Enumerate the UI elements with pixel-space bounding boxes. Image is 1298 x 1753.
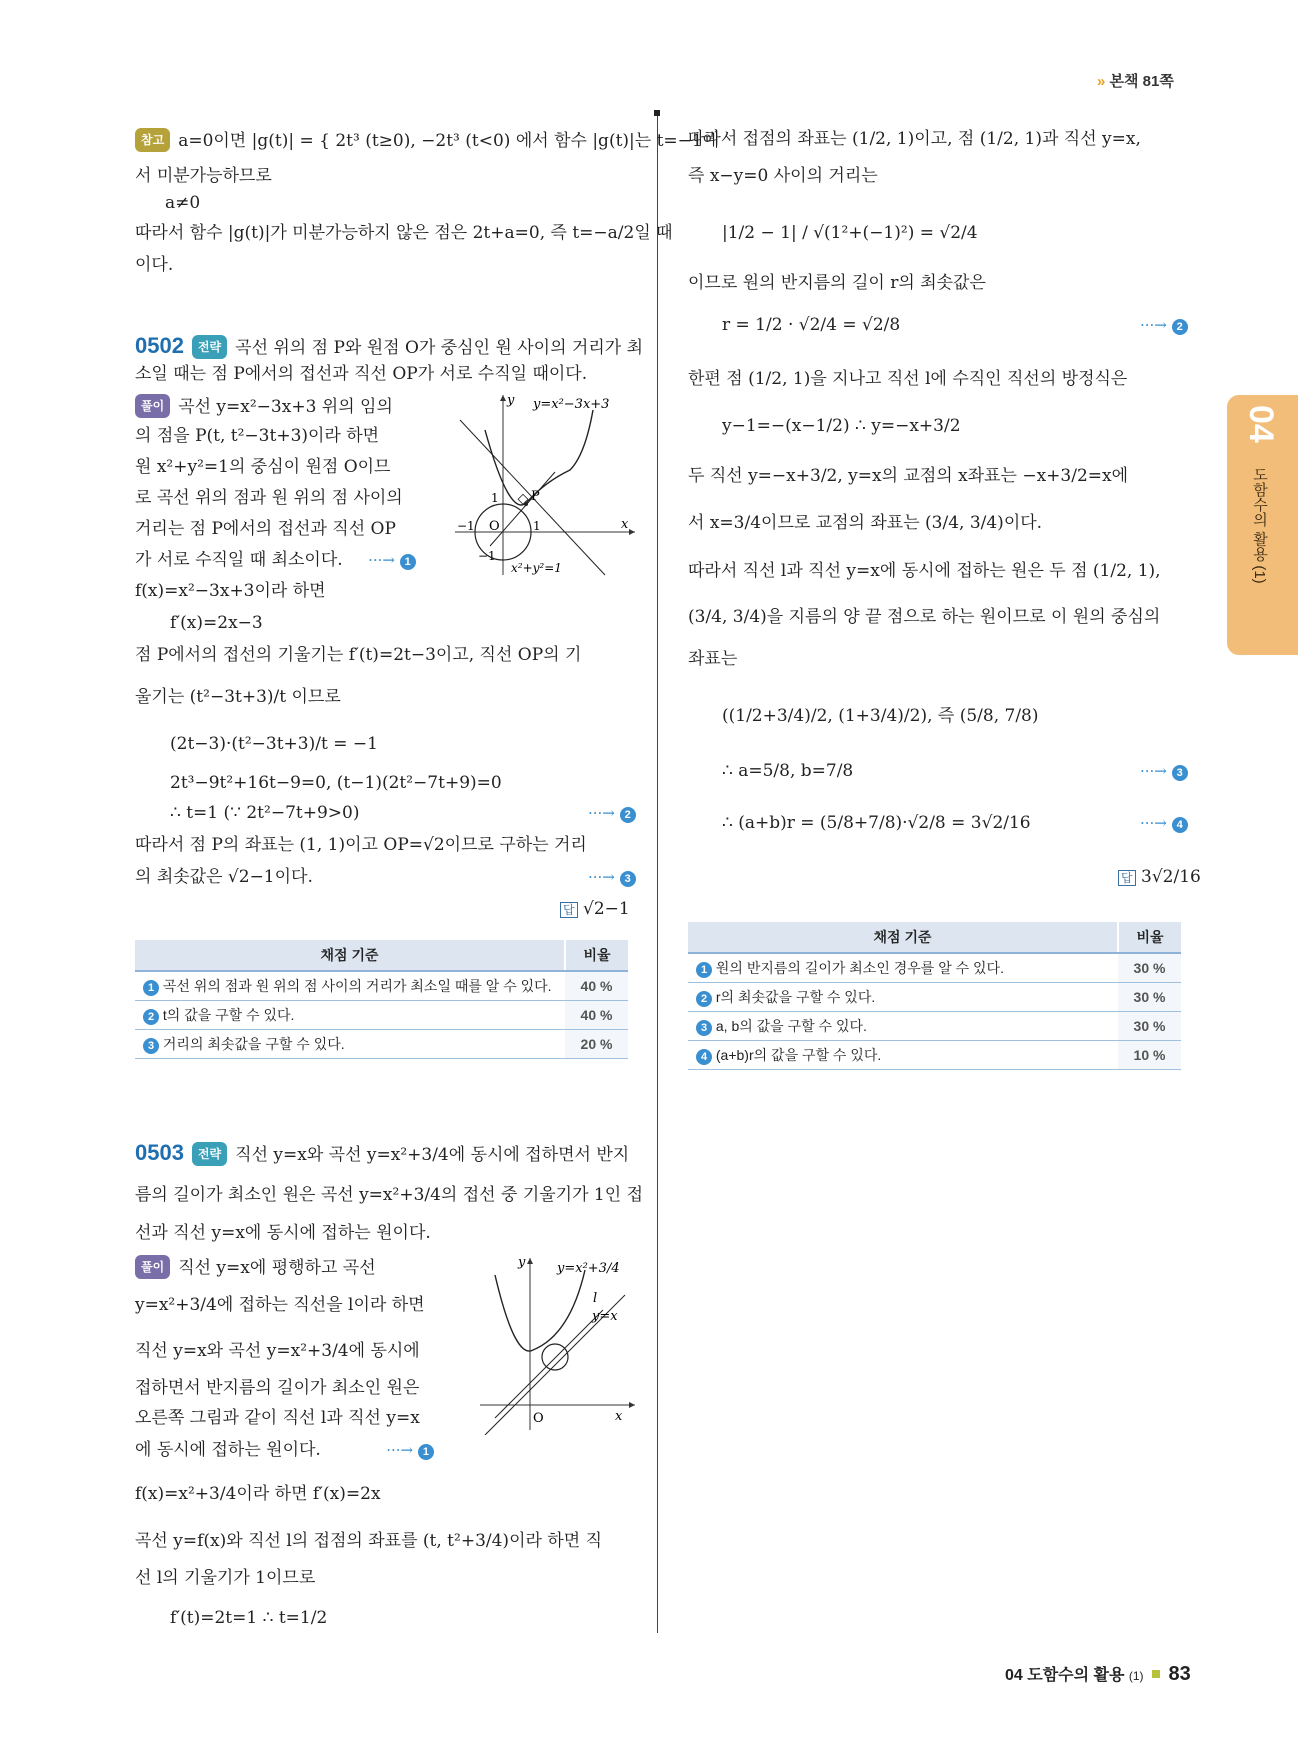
graph2-label-curve: y=x²+3/4 [557, 1261, 620, 1276]
table-row: 3 a, b의 값을 구할 수 있다. 30 % [688, 1012, 1181, 1041]
step-marker-2: ···→ 2 [588, 804, 636, 823]
column-divider [657, 113, 658, 1633]
chapter-tab-title: 도함수의 활용 (1) [1251, 467, 1268, 584]
step-marker: ···→ 1 [386, 1441, 434, 1459]
solution-0502-line-2: 의 점을 P(t, t²−3t+3)이라 하면 [135, 426, 380, 446]
ratio-header: 비율 [1118, 922, 1181, 953]
math-0502-6: 2t³−9t²+16t−9=0, (t−1)(2t²−7t+9)=0 [170, 773, 502, 793]
footer-chapter: 04 도함수의 활용 [1005, 1667, 1125, 1684]
math-0503-3: 선 l의 기울기가 1이므로 [135, 1568, 316, 1588]
strategy-badge: 전략 [192, 1142, 227, 1166]
graph-0503 [475, 1250, 640, 1435]
table-row: 1 원의 반지름의 길이가 최소인 경우를 알 수 있다. 30 % [688, 953, 1181, 983]
strategy-badge: 전략 [192, 335, 227, 359]
right-line-6: 한편 점 (1/2, 1)을 지나고 직선 l에 수직인 직선의 방정식은 [688, 369, 1128, 389]
math-0502-9: 의 최솟값은 √2−1이다. [135, 867, 313, 887]
math-0502-3: 점 P에서의 접선의 기울기는 f′(t)=2t−3이고, 직선 OP의 기 [135, 645, 582, 665]
right-line-8: 두 직선 y=−x+3/2, y=x의 교점의 x좌표는 −x+3/2=x에 [688, 466, 1129, 486]
page-footer [1005, 1662, 1191, 1686]
graph-label-y: y [507, 393, 515, 408]
step-marker-4-right: ···→ 4 [1140, 814, 1188, 833]
page-ref: » 본책 81쪽 [1097, 73, 1174, 90]
table-row: 1 곡선 위의 점과 원 위의 점 사이의 거리가 최소일 때를 알 수 있다. 40 % [135, 971, 628, 1001]
problem-0502-strategy-2: 소일 때는 점 P에서의 접선과 직선 OP가 서로 수직일 때이다. [135, 364, 588, 384]
graph2-label-x: x [615, 1409, 623, 1424]
page-number: 83 [1168, 1663, 1191, 1685]
graph2-label-y: y [518, 1255, 526, 1270]
right-line-9: 서 x=3/4이므로 교점의 좌표는 (3/4, 3/4)이다. [688, 513, 1043, 533]
divider-dot [654, 110, 660, 116]
right-line-5: r = 1/2 · √2/4 = √2/8 [722, 315, 901, 335]
double-chevron-icon: » [1097, 73, 1106, 90]
math-0503-2: 곡선 y=f(x)와 직선 l의 접점의 좌표를 (t, t²+3/4)이라 하면 직 [135, 1531, 602, 1551]
right-line-13: ((1/2+3/4)/2, (1+3/4)/2), 즉 (5/8, 7/8) [722, 706, 1039, 726]
right-line-3: |1/2 − 1| / √(1²+(−1)²) = √2/4 [722, 223, 978, 243]
problem-0502-strategy-1: 0502 전략 곡선 위의 점 P와 원점 O가 중심인 원 사이의 거리가 최 [135, 333, 643, 358]
ratio-header: 비율 [565, 940, 628, 971]
graph-label-o: O [489, 519, 500, 534]
note-line-4: 따라서 함수 |g(t)|가 미분가능하지 않은 점은 2t+a=0, 즉 t=−a/2일 때 [135, 223, 673, 243]
graph2-label-o: O [533, 1411, 544, 1426]
answer-icon: 답 [1118, 870, 1136, 886]
math-0502-1: f(x)=x²−3x+3이라 하면 [135, 581, 326, 601]
graph-label-one-x: 1 [533, 519, 541, 533]
note-badge: 참고 [135, 128, 170, 152]
right-line-10: 따라서 직선 l과 직선 y=x에 동시에 접하는 원은 두 점 (1/2, 1), [688, 561, 1161, 581]
graph-0502 [445, 390, 645, 580]
graph-label-p: P [531, 489, 540, 504]
math-0502-2: f′(x)=2x−3 [170, 613, 263, 633]
solution-0502-line-5: 거리는 점 P에서의 접선과 직선 OP [135, 519, 396, 539]
chapter-tab [1227, 395, 1298, 655]
problem-number: 0502 [135, 333, 184, 358]
step-marker-2-right: ···→ 2 [1140, 316, 1188, 335]
solution-0503-line-4: 접하면서 반지름의 길이가 최소인 원은 [135, 1378, 420, 1398]
right-line-2: 즉 x−y=0 사이의 거리는 [688, 166, 878, 186]
right-line-4: 이므로 원의 반지름의 길이 r의 최솟값은 [688, 273, 986, 293]
criteria-header: 채점 기준 [135, 940, 565, 971]
table-row: 2 t의 값을 구할 수 있다. 40 % [135, 1001, 628, 1030]
table-row: 3 거리의 최솟값을 구할 수 있다. 20 % [135, 1030, 628, 1059]
footer-sub: (1) [1128, 1669, 1144, 1683]
table-row: 2 r의 최솟값을 구할 수 있다. 30 % [688, 983, 1181, 1012]
solution-0502-line-3: 원 x²+y²=1의 중심이 원점 O이므 [135, 457, 391, 477]
criteria-table-0502 [135, 940, 628, 1059]
graph-label-one: 1 [491, 491, 499, 505]
right-line-15: ∴ (a+b)r = (5/8+7/8)·√2/8 = 3√2/16 [722, 813, 1031, 833]
chapter-tab-number: 04 [1242, 405, 1280, 443]
problem-0503-strategy-2: 름의 길이가 최소인 원은 곡선 y=x²+3/4의 접선 중 기울기가 1인 접 [135, 1185, 643, 1205]
solution-0502-line-4: 로 곡선 위의 점과 원 위의 점 사이의 [135, 488, 403, 508]
solution-0503-line-6: 에 동시에 접하는 원이다. ···→ 1 [135, 1439, 434, 1461]
solution-0502-line-6: 가 서로 수직일 때 최소이다. ···→ 1 [135, 549, 416, 571]
solution-badge: 풀이 [135, 394, 170, 418]
criteria-table-0503 [688, 922, 1181, 1070]
math-0502-5: (2t−3)·(t²−3t+3)/t = −1 [170, 734, 378, 754]
math-0502-4: 울기는 (t²−3t+3)/t 이므로 [135, 687, 341, 707]
math-0502-7: ∴ t=1 (∵ 2t²−7t+9>0) [170, 803, 360, 823]
solution-0503-line-5: 오른쪽 그림과 같이 직선 l과 직선 y=x [135, 1408, 420, 1428]
footer-square-icon [1152, 1670, 1160, 1678]
answer-0502: 답 √2−1 [560, 898, 630, 921]
graph-label-circle: x²+y²=1 [511, 561, 562, 575]
right-line-14: ∴ a=5/8, b=7/8 [722, 761, 854, 781]
answer-icon: 답 [560, 902, 578, 918]
math-0503-4: f′(t)=2t=1 ∴ t=1/2 [170, 1608, 328, 1628]
graph2-label-yx: y=x [592, 1309, 618, 1324]
answer-0503: 답 3√2/16 [1118, 866, 1201, 889]
step-marker-3-right: ···→ 3 [1140, 762, 1188, 781]
solution-badge: 풀이 [135, 1255, 170, 1279]
solution-0503-line-3: 직선 y=x와 곡선 y=x²+3/4에 동시에 [135, 1341, 420, 1361]
right-line-11: (3/4, 3/4)을 지름의 양 끝 점으로 하는 원이므로 이 원의 중심의 [688, 607, 1161, 627]
right-line-7: y−1=−(x−1/2) ∴ y=−x+3/2 [722, 416, 961, 436]
solution-0502-line-1: 풀이 곡선 y=x²−3x+3 위의 임의 [135, 394, 393, 418]
step-marker: ···→ 1 [368, 551, 416, 569]
math-0503-1: f(x)=x²+3/4이라 하면 f′(x)=2x [135, 1484, 381, 1504]
graph-label-curve: y=x²−3x+3 [533, 397, 610, 412]
problem-0503-strategy-1: 0503 전략 직선 y=x와 곡선 y=x²+3/4에 동시에 접하면서 반지 [135, 1140, 630, 1165]
solution-0503-line-2: y=x²+3/4에 접하는 직선을 l이라 하면 [135, 1295, 425, 1315]
graph-label-minus-one: −1 [457, 519, 475, 533]
step-marker-3: ···→ 3 [588, 868, 636, 887]
right-line-1: 따라서 접점의 좌표는 (1/2, 1)이고, 점 (1/2, 1)과 직선 y=x, [688, 129, 1141, 149]
note-line-2: 서 미분가능하므로 [135, 166, 272, 186]
note-line-5: 이다. [135, 255, 174, 275]
note-line-3: a≠0 [165, 193, 201, 213]
right-line-12: 좌표는 [688, 649, 738, 669]
note-line-1: 참고 a=0이면 |g(t)| = { 2t³ (t≥0), −2t³ (t<0) 에서 함수 |g(t)|는 t=−1에 [135, 128, 719, 152]
math-0502-8: 따라서 점 P의 좌표는 (1, 1)이고 OP=√2이므로 구하는 거리 [135, 835, 587, 855]
problem-number: 0503 [135, 1140, 184, 1165]
criteria-header: 채점 기준 [688, 922, 1118, 953]
solution-0503-line-1: 풀이 직선 y=x에 평행하고 곡선 [135, 1255, 376, 1279]
problem-0503-strategy-3: 선과 직선 y=x에 동시에 접하는 원이다. [135, 1223, 431, 1243]
graph2-label-l: l [593, 1291, 598, 1306]
table-row: 4 (a+b)r의 값을 구할 수 있다. 10 % [688, 1041, 1181, 1070]
graph-label-x: x [621, 517, 629, 532]
graph-label-minus-one-y: −1 [478, 549, 496, 563]
